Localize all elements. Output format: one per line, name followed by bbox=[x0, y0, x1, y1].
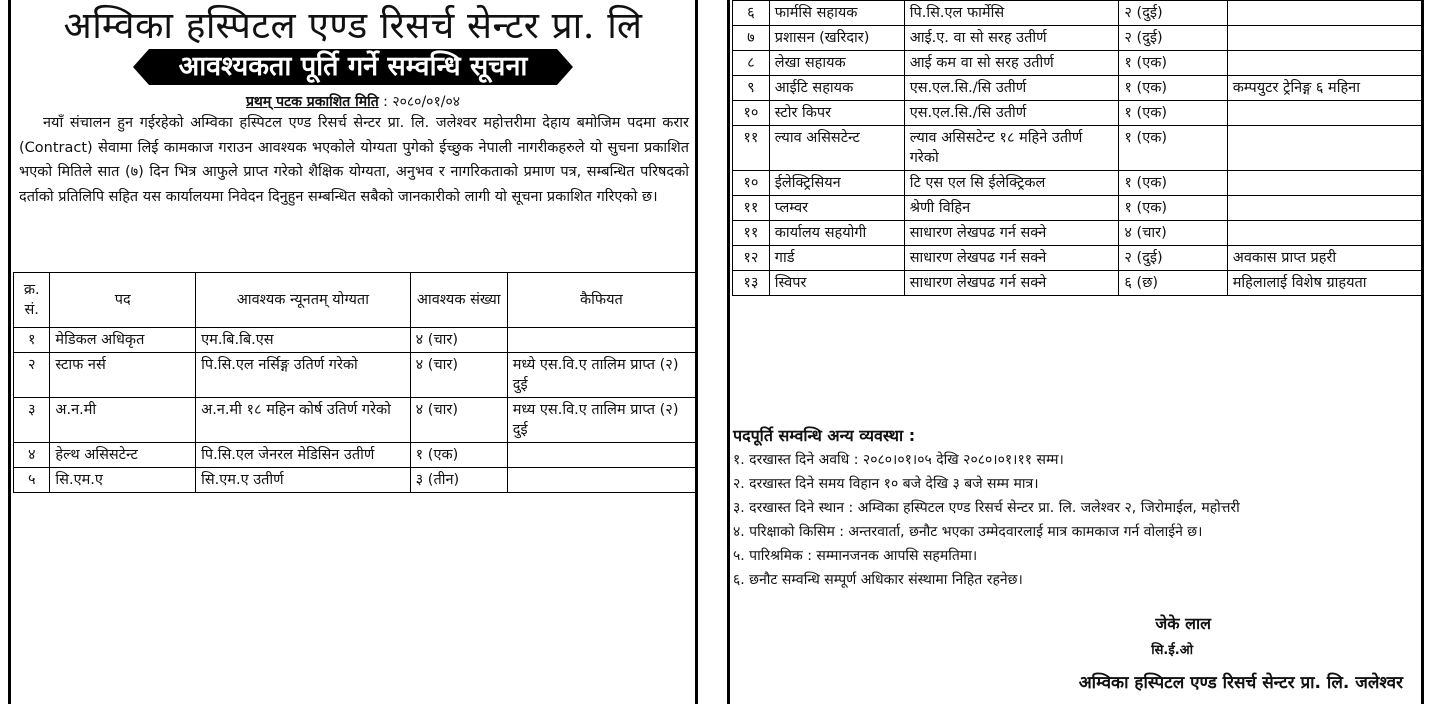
cell-qualification: श्रेणी विहिन bbox=[904, 196, 1119, 221]
cell-qualification: आई.ए. वा सो सरह उतीर्ण bbox=[904, 26, 1119, 51]
left-table-clip bbox=[11, 272, 695, 584]
cell-count: १ (एक) bbox=[1119, 101, 1227, 126]
cell-count: १ (एक) bbox=[1119, 76, 1227, 101]
positions-table-right bbox=[732, 0, 1422, 296]
cell-qualification: टि एस एल सि ईलेक्ट्रिकल bbox=[904, 171, 1119, 196]
cell-qualification: एस.एल.सि./सि उतीर्ण bbox=[904, 101, 1119, 126]
cell-post: लेखा सहायक bbox=[769, 51, 904, 76]
cell-serial: १३ bbox=[733, 271, 770, 296]
positions-table-left bbox=[13, 272, 695, 493]
cell-qualification: पि.सि.एल फार्मेसि bbox=[904, 1, 1119, 26]
cell-qualification: पि.सि.एल जेनरल मेडिसिन उतीर्ण bbox=[196, 443, 411, 468]
cell-serial: १० bbox=[733, 101, 770, 126]
cell-serial: २ bbox=[14, 353, 50, 398]
cell-post: स्टाफ नर्स bbox=[50, 353, 196, 398]
cell-remarks: महिलालाई विशेष ग्राहयता bbox=[1227, 271, 1421, 296]
cell-qualification: अ.न.मी १८ महिन कोर्ष उतिर्ण गरेको bbox=[196, 398, 411, 443]
cell-remarks bbox=[1227, 221, 1421, 246]
cell-post: ईलेक्ट्रिसियन bbox=[769, 171, 904, 196]
left-table-body bbox=[14, 328, 696, 493]
table-row bbox=[733, 221, 1422, 246]
table-row bbox=[733, 126, 1422, 171]
cell-qualification: साधारण लेखपढ गर्न सक्ने bbox=[904, 221, 1119, 246]
arrangement-item: २. दरखास्त दिने समय विहान १० बजे देखि ३ बजे सम्म मात्र। bbox=[733, 476, 1039, 492]
cell-post: फार्मसि सहायक bbox=[769, 1, 904, 26]
cell-post: स्टोर किपर bbox=[769, 101, 904, 126]
cell-qualification: आई कम वा सो सरह उतीर्ण bbox=[904, 51, 1119, 76]
cell-count: २ (दुई) bbox=[1119, 1, 1227, 26]
cell-serial: १२ bbox=[733, 246, 770, 271]
arrangement-item: ५. पारिश्रमिक : सम्मानजनक आपसि सहमतिमा। bbox=[733, 548, 978, 564]
notice-banner-wrap bbox=[11, 49, 695, 89]
cell-serial: ७ bbox=[733, 26, 770, 51]
table-row bbox=[14, 328, 696, 353]
cell-serial: ११ bbox=[733, 221, 770, 246]
signatory-role: सि.ई.ओ bbox=[1151, 643, 1193, 658]
cell-qualification: एस.एल.सि./सि उतीर्ण bbox=[904, 76, 1119, 101]
cell-remarks: मध्य एस.वि.ए तालिम प्राप्त (२) दुई bbox=[507, 398, 695, 443]
cell-count: ४ (चार) bbox=[1119, 221, 1227, 246]
cell-count: १ (एक) bbox=[1119, 126, 1227, 171]
cell-post: गार्ड bbox=[769, 246, 904, 271]
arrangements-section bbox=[730, 420, 1421, 592]
cell-qualification: साधारण लेखपढ गर्न सक्ने bbox=[904, 271, 1119, 296]
cell-count: २ (दुई) bbox=[1119, 26, 1227, 51]
cell-post: कार्यालय सहयोगी bbox=[769, 221, 904, 246]
cell-remarks bbox=[1227, 126, 1421, 171]
table-row bbox=[14, 398, 696, 443]
cell-qualification: साधारण लेखपढ गर्न सक्ने bbox=[904, 246, 1119, 271]
intro-paragraph: नयाँ संचालन हुन गईरहेको अम्विका हस्पिटल एण्ड रिसर्च सेन्टर प्रा. लि. जलेश्वर महोत्तरीमा देहाय बमोजिम पदमा करार (Contract) सेवामा लिई कामकाज गराउन आवश्यक भएकोले योग्यता पुगेको ईच्छुक नेपाली नागरीकहरुले यो सुचना प्रकाशित भएको मितिले सात (७) दिन भित्र आफुले प्राप्त गरेको शैक्षिक योग्यता, अनुभव र नागरिकताको प्रमाण पत्र, सम्बन्धित परिषदको दर्ताको प्रतिलिपि सहित यस कार्यालयमा निवेदन दिनुहुन सम्बन्धित सबैको जानकारीको लागी यो सूचना प्रकाशित गरिएको छ। bbox=[19, 115, 689, 205]
table-row bbox=[733, 271, 1422, 296]
cell-count: २ (दुई) bbox=[1119, 246, 1227, 271]
cell-serial: ३ bbox=[14, 398, 50, 443]
cell-serial: ११ bbox=[733, 126, 770, 171]
cell-count: ४ (चार) bbox=[410, 353, 507, 398]
table-header-row bbox=[14, 273, 696, 328]
cell-remarks bbox=[1227, 1, 1421, 26]
cell-count: ४ (चार) bbox=[410, 398, 507, 443]
cell-qualification: पि.सि.एल नर्सिङ्ग उतिर्ण गरेको bbox=[196, 353, 411, 398]
cell-qualification: सि.एम.ए उतीर्ण bbox=[196, 468, 411, 493]
publish-date bbox=[11, 92, 695, 111]
header-post: पद bbox=[50, 273, 196, 328]
table-row bbox=[733, 246, 1422, 271]
header-qualification: आवश्यक न्यूनतम् योग्यता bbox=[196, 273, 411, 328]
cell-remarks bbox=[1227, 51, 1421, 76]
cell-remarks: अवकास प्राप्त प्रहरी bbox=[1227, 246, 1421, 271]
cell-remarks bbox=[1227, 196, 1421, 221]
cell-remarks: मध्ये एस.वि.ए तालिम प्राप्त (२) दुई bbox=[507, 353, 695, 398]
cell-post: सि.एम.ए bbox=[50, 468, 196, 493]
table-row bbox=[733, 1, 1422, 26]
notice-banner: आवश्यकता पूर्ति गर्ने सम्वन्धि सूचना bbox=[149, 49, 558, 85]
cell-remarks bbox=[507, 468, 695, 493]
table-row bbox=[14, 443, 696, 468]
cell-count: ४ (चार) bbox=[410, 328, 507, 353]
arrangement-item: ४. परिक्षाको किसिम : अन्तरवार्ता, छनौट भएका उम्मेदवारलाई मात्र कामकाज गर्न वोलाईने छ। bbox=[733, 524, 1203, 540]
hospital-title: अम्विका हस्पिटल एण्ड रिसर्च सेन्टर प्रा. लि bbox=[63, 4, 643, 47]
cell-post: अ.न.मी bbox=[50, 398, 196, 443]
left-panel bbox=[8, 0, 698, 704]
cell-remarks bbox=[507, 443, 695, 468]
cell-remarks bbox=[507, 328, 695, 353]
cell-count: १ (एक) bbox=[1119, 51, 1227, 76]
header-remarks: कैफियत bbox=[507, 273, 695, 328]
cell-count: १ (एक) bbox=[1119, 196, 1227, 221]
cell-serial: ११ bbox=[733, 196, 770, 221]
cell-serial: ५ bbox=[14, 468, 50, 493]
publish-date-label: प्रथम् पटक प्रकाशित मिति bbox=[245, 94, 379, 110]
table-row bbox=[14, 353, 696, 398]
table-row bbox=[733, 76, 1422, 101]
right-panel bbox=[727, 0, 1424, 704]
header-serial: क्र. सं. bbox=[14, 273, 50, 328]
cell-post: स्विपर bbox=[769, 271, 904, 296]
table-row bbox=[733, 101, 1422, 126]
cell-count: १ (एक) bbox=[1119, 171, 1227, 196]
table-row bbox=[14, 468, 696, 493]
cell-post: मेडिकल अधिकृत bbox=[50, 328, 196, 353]
cell-serial: ४ bbox=[14, 443, 50, 468]
cell-remarks bbox=[1227, 26, 1421, 51]
table-row bbox=[733, 26, 1422, 51]
cell-remarks bbox=[1227, 171, 1421, 196]
cell-count: ६ (छ) bbox=[1119, 271, 1227, 296]
cell-serial: ८ bbox=[733, 51, 770, 76]
publish-date-value: : २०८०/०१/०४ bbox=[383, 94, 461, 110]
cell-post: आईटि सहायक bbox=[769, 76, 904, 101]
arrangement-item: ३. दरखास्त दिने स्थान : अम्विका हस्पिटल एण्ड रिसर्च सेन्टर प्रा. लि. जलेश्वर २, जिरोमाईल, महोत्तरी bbox=[733, 500, 1240, 516]
cell-qualification: एम.बि.बि.एस bbox=[196, 328, 411, 353]
right-table-body bbox=[733, 1, 1422, 296]
cell-serial: १ bbox=[14, 328, 50, 353]
signatory-name: जेके लाल bbox=[1155, 614, 1211, 633]
cell-post: ल्याव असिसटेन्ट bbox=[769, 126, 904, 171]
arrangement-item: १. दरखास्त दिने अवधि : २०८०।०१।०५ देखि २०८०।०१।११ सम्म। bbox=[733, 452, 1064, 468]
table-row bbox=[733, 171, 1422, 196]
arrangements-title: पदपूर्ति सम्वन्धि अन्य व्यवस्था : bbox=[733, 426, 916, 445]
header-count: आवश्यक संख्या bbox=[410, 273, 507, 328]
cell-serial: ९ bbox=[733, 76, 770, 101]
table-row bbox=[733, 196, 1422, 221]
cell-post: प्रशासन (खरिदार) bbox=[769, 26, 904, 51]
signatory-organization: अम्विका हस्पिटल एण्ड रिसर्च सेन्टर प्रा. लि. जलेश्वर bbox=[1078, 673, 1403, 693]
cell-post: हेल्थ असिसटेन्ट bbox=[50, 443, 196, 468]
cell-serial: १० bbox=[733, 171, 770, 196]
cell-post: प्लम्वर bbox=[769, 196, 904, 221]
cell-qualification: ल्याव असिसटेन्ट १८ महिने उतीर्ण गरेको bbox=[904, 126, 1119, 171]
arrangements-list bbox=[730, 448, 1421, 592]
cell-remarks bbox=[1227, 101, 1421, 126]
table-row bbox=[733, 51, 1422, 76]
arrangement-item: ६. छनौट सम्वन्धि सम्पूर्ण अधिकार संस्थामा निहित रहनेछ। bbox=[733, 572, 1023, 588]
cell-count: ३ (तीन) bbox=[410, 468, 507, 493]
cell-remarks: कम्पयुटर ट्रेनिङ्ग ६ महिना bbox=[1227, 76, 1421, 101]
cell-count: १ (एक) bbox=[410, 443, 507, 468]
cell-serial: ६ bbox=[733, 1, 770, 26]
